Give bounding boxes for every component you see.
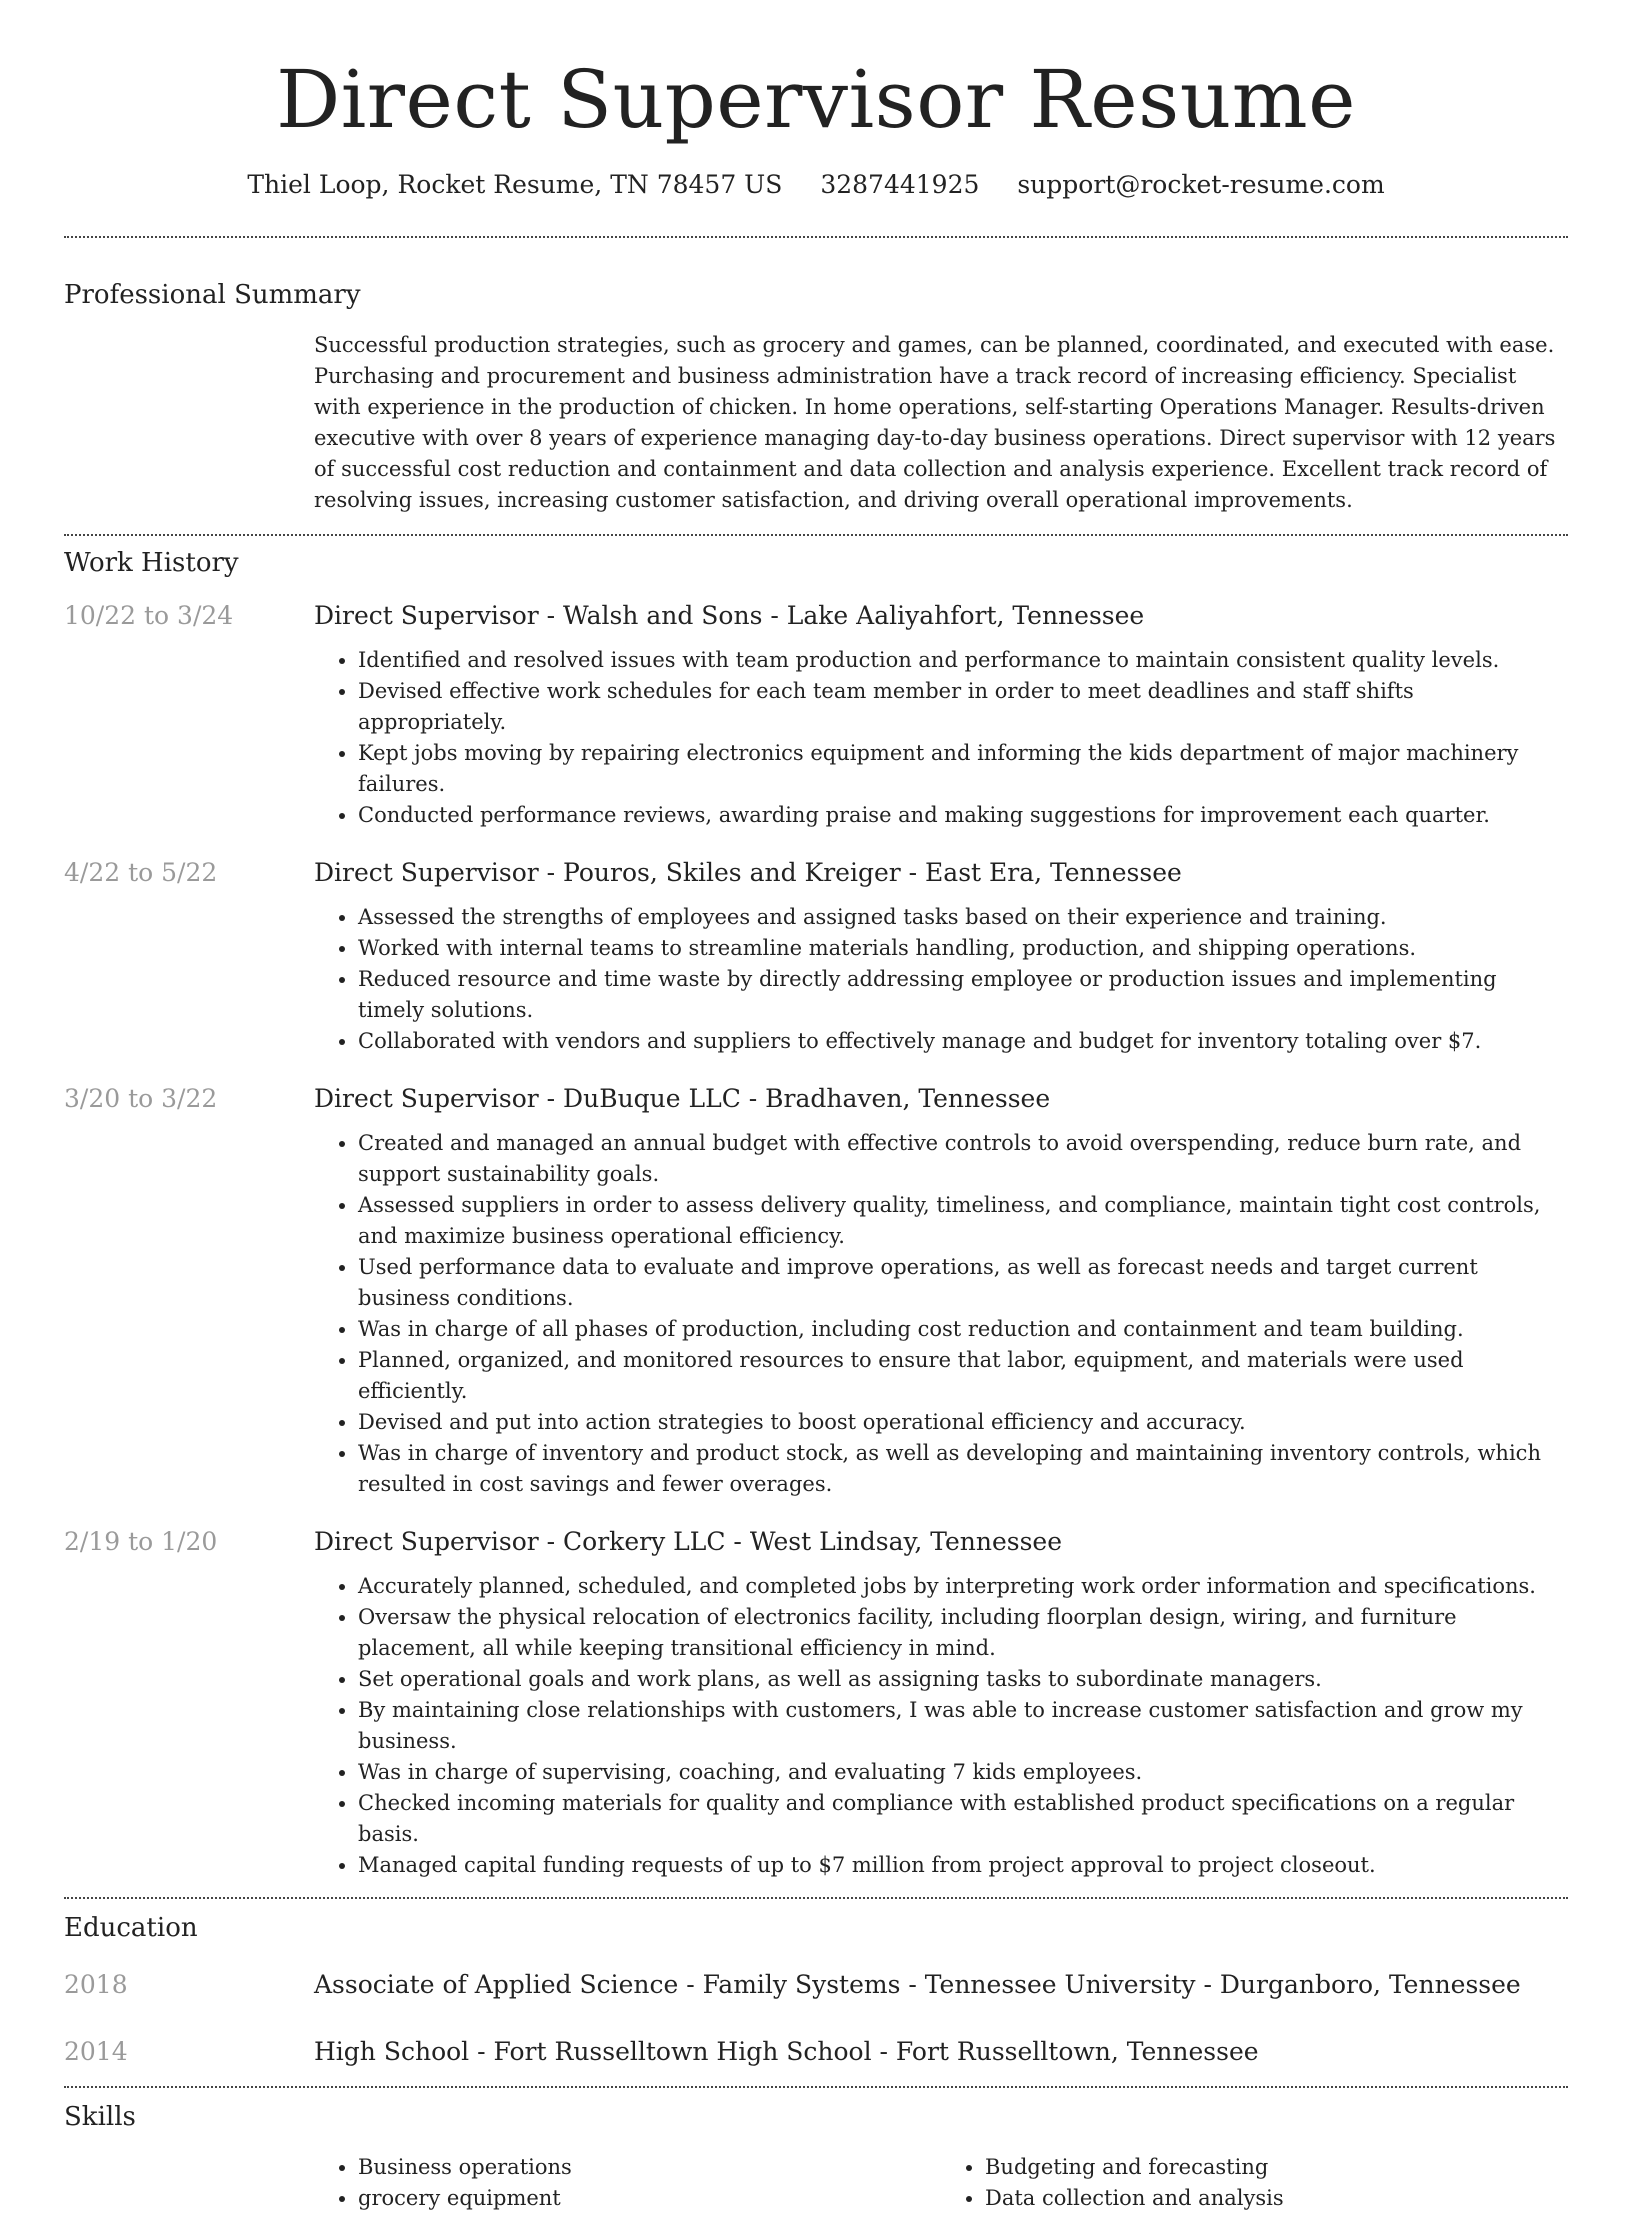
job-bullet: • Identified and resolved issues with team production and performance to maintain consistent quality levels.: [358, 645, 1568, 676]
education-degree: High School: [314, 2037, 470, 2066]
education-details: [314, 1969, 1568, 2001]
job-dates: 3/20 to 3/22: [64, 1084, 218, 1113]
job-heading: Direct Supervisor - DuBuque LLC - Bradhaven, Tennessee: [314, 1084, 1051, 1113]
education-institution: - Tennessee University - Durganboro, Tennessee: [900, 1970, 1521, 1999]
job-dates: 10/22 to 3/24: [64, 601, 234, 630]
education-year: 2014: [64, 2037, 128, 2066]
job-bullet: • Accurately planned, scheduled, and completed jobs by interpreting work order information and specifications.: [358, 1571, 1568, 1602]
section-heading-education: Education: [64, 1913, 198, 1943]
contact-email: support@rocket-resume.com: [1017, 170, 1385, 199]
resume-title: Direct Supervisor Resume: [276, 53, 1356, 146]
section-heading-work-history: Work History: [64, 548, 239, 578]
section-heading-skills: Skills: [64, 2102, 136, 2132]
job-bullet: • Was in charge of all phases of production, including cost reduction and containment and team building.: [358, 1314, 1568, 1345]
section-heading-summary: Professional Summary: [64, 280, 361, 310]
job-dates: 4/22 to 5/22: [64, 858, 218, 887]
section-divider: [64, 534, 1568, 536]
job-bullet: • Was in charge of supervising, coaching, and evaluating 7 kids employees.: [358, 1757, 1568, 1788]
job-bullet: • Oversaw the physical relocation of electronics facility, including floorplan design, wiring, and furniture placement, all while keeping transitional efficiency in mind.: [358, 1602, 1568, 1664]
job-bullet: • Worked with internal teams to streamline materials handling, production, and shipping operations.: [358, 933, 1568, 964]
job-bullets: [314, 645, 1568, 831]
section-divider: [64, 2086, 1568, 2088]
job-details: [314, 857, 1568, 1057]
job-bullet: • Devised effective work schedules for each team member in order to meet deadlines and staff shifts appropriately.: [358, 676, 1568, 738]
skill-item: • Business operations: [358, 2152, 941, 2183]
job-details: [314, 1526, 1568, 1881]
job-bullet: • Managed capital funding requests of up to $7 million from project approval to project closeout.: [358, 1850, 1568, 1881]
job-bullet: • Planned, organized, and monitored resources to ensure that labor, equipment, and materials were used efficiently.: [358, 1345, 1568, 1407]
education-year: 2018: [64, 1970, 128, 1999]
education-entry: [64, 1969, 1568, 2001]
job-bullets: [314, 1128, 1568, 1500]
professional-summary-section: [64, 278, 1568, 534]
job-bullet: • Assessed the strengths of employees and assigned tasks based on their experience and training.: [358, 902, 1568, 933]
skill-item: • grocery equipment: [358, 2183, 941, 2214]
skills-column-right: [941, 2152, 1568, 2214]
education-section: [64, 1911, 1568, 2086]
job-entry: [64, 600, 1568, 831]
job-bullet: • Was in charge of inventory and product stock, as well as developing and maintaining inventory controls, which resulted in cost savings and fewer overages.: [358, 1438, 1568, 1500]
job-entry: [64, 1083, 1568, 1500]
job-dates: 2/19 to 1/20: [64, 1527, 218, 1556]
section-divider: [64, 236, 1568, 238]
job-heading: Direct Supervisor - Walsh and Sons - Lake Aaliyahfort, Tennessee: [314, 601, 1145, 630]
skills-grid: [314, 2152, 1568, 2214]
education-list: [64, 1969, 1568, 2068]
job-entry: [64, 857, 1568, 1057]
skill-item: • Budgeting and forecasting: [985, 2152, 1568, 2183]
skills-column-left: [314, 2152, 941, 2214]
job-heading: Direct Supervisor - Corkery LLC - West Lindsay, Tennessee: [314, 1527, 1062, 1556]
work-history-section: [64, 546, 1568, 1897]
section-divider: [64, 1897, 1568, 1899]
job-bullet: • Devised and put into action strategies to boost operational efficiency and accuracy.: [358, 1407, 1568, 1438]
job-bullet: • Checked incoming materials for quality and compliance with established product specifications on a regular basis.: [358, 1788, 1568, 1850]
job-entry: [64, 1526, 1568, 1881]
education-details: [314, 2036, 1568, 2068]
summary-text: Successful production strategies, such as grocery and games, can be planned, coordinated, and executed with ease. Purchasing and procurement and business administration have a track record of increasing efficiency. Specialist with experience in the production of chicken. In home operations, self-starting Operations Manager. Results-driven executive with over 8 years of experience managing day-to-day business operations. Direct supervisor with 12 years of successful cost reduction and containment and data collection and analysis experience. Excellent track record of resolving issues, increasing customer satisfaction, and driving overall operational improvements.: [314, 333, 1556, 512]
contact-phone: 3287441925: [820, 170, 980, 199]
education-institution: - Fort Russelltown High School - Fort Russelltown, Tennessee: [469, 2037, 1259, 2066]
jobs-list: [64, 600, 1568, 1881]
job-bullet: • Collaborated with vendors and suppliers to effectively manage and budget for inventory totaling over $7.: [358, 1026, 1568, 1057]
resume-page: [64, 0, 1568, 2214]
skills-section: [64, 2100, 1568, 2214]
job-bullet: • Set operational goals and work plans, as well as assigning tasks to subordinate managers.: [358, 1664, 1568, 1695]
job-bullet: • Assessed suppliers in order to assess delivery quality, timeliness, and compliance, maintain tight cost controls, and maximize business operational efficiency.: [358, 1190, 1568, 1252]
skill-item: • Data collection and analysis: [985, 2183, 1568, 2214]
job-bullet: • Conducted performance reviews, awarding praise and making suggestions for improvement each quarter.: [358, 800, 1568, 831]
job-bullet: • Kept jobs moving by repairing electronics equipment and informing the kids department of major machinery failures.: [358, 738, 1568, 800]
contact-info: [64, 168, 1568, 202]
job-bullet: • Used performance data to evaluate and improve operations, as well as forecast needs and target current business conditions.: [358, 1252, 1568, 1314]
job-details: [314, 600, 1568, 831]
education-degree: Associate of Applied Science - Family Systems: [314, 1970, 901, 1999]
job-bullet: • Created and managed an annual budget with effective controls to avoid overspending, reduce burn rate, and support sustainability goals.: [358, 1128, 1568, 1190]
job-details: [314, 1083, 1568, 1500]
job-bullet: • By maintaining close relationships with customers, I was able to increase customer satisfaction and grow my business.: [358, 1695, 1568, 1757]
contact-address: Thiel Loop, Rocket Resume, TN 78457 US: [247, 170, 783, 199]
job-heading: Direct Supervisor - Pouros, Skiles and Kreiger - East Era, Tennessee: [314, 858, 1182, 887]
job-bullet: • Reduced resource and time waste by directly addressing employee or production issues and implementing timely solutions.: [358, 964, 1568, 1026]
job-bullets: [314, 1571, 1568, 1881]
education-entry: [64, 2036, 1568, 2068]
job-bullets: [314, 902, 1568, 1057]
